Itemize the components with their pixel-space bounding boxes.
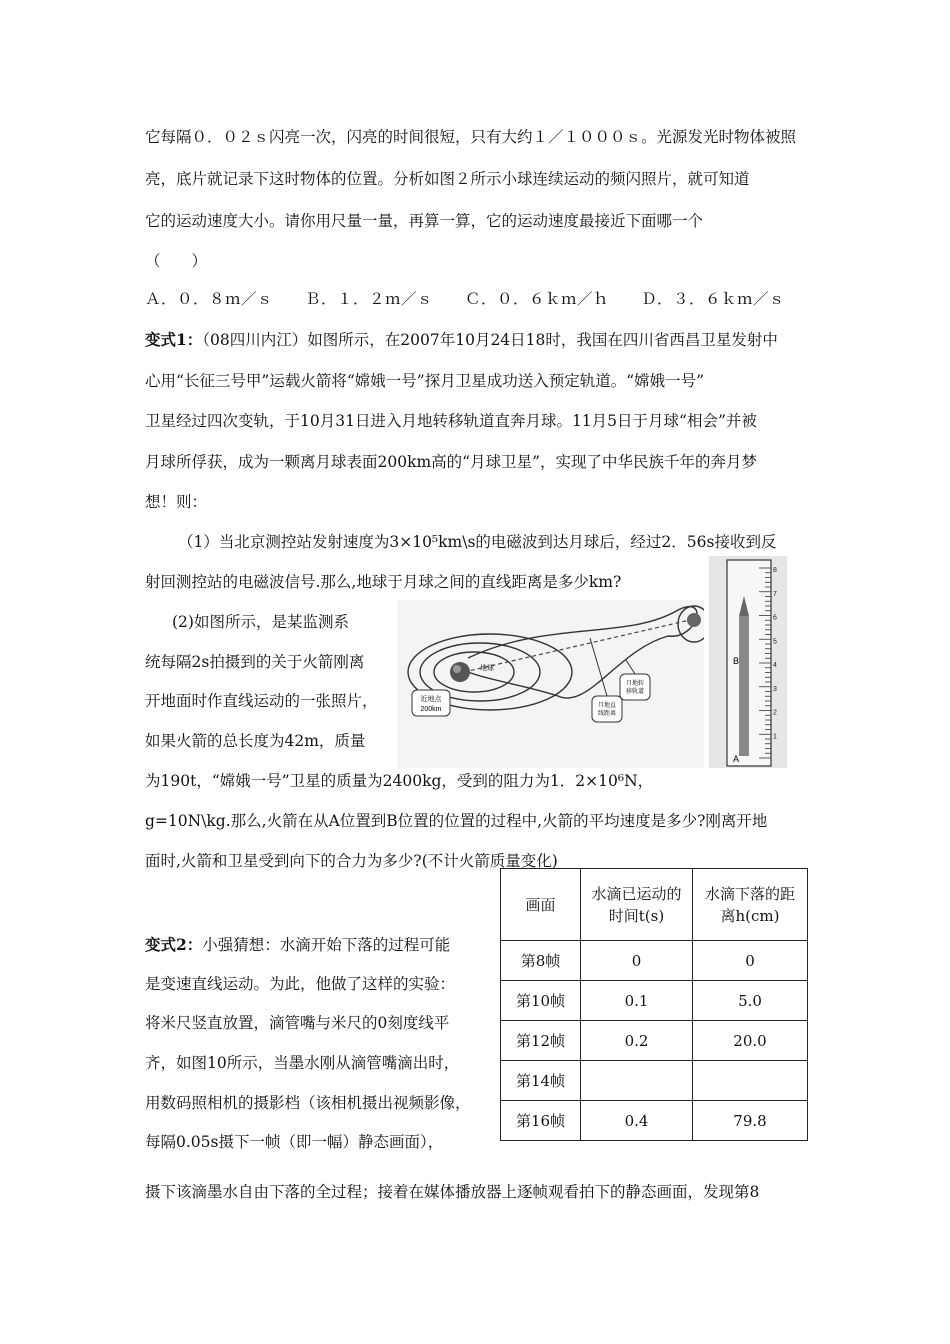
variant2-line-2: 是变速直线运动。为此，他做了这样的实验： bbox=[145, 975, 456, 993]
cell-frame: 第14帧 bbox=[501, 1061, 581, 1101]
label-transfer-orbit: 月地转移轨道 bbox=[625, 681, 645, 695]
question2-line-7: 面时,火箭和卫星受到向下的合力为多少?(不计火箭质量变化) bbox=[145, 852, 558, 870]
earth-icon bbox=[450, 662, 470, 682]
variant2-line-5: 用数码照相机的摄影档（该相机摄出视频影像， bbox=[145, 1094, 471, 1112]
ruler-mark-label: 2 bbox=[773, 709, 777, 717]
cell-time: 0.2 bbox=[581, 1021, 693, 1061]
table-header-row bbox=[501, 869, 808, 941]
variant1-line-2: 心用“长征三号甲”运载火箭将“嫦娥一号”探月卫星成功送入预定轨道。“嫦娥一号” bbox=[145, 372, 705, 390]
ruler-mark-label: 1 bbox=[773, 733, 777, 741]
moon-icon bbox=[687, 613, 701, 627]
table-row bbox=[501, 941, 808, 981]
rocket-silhouette bbox=[739, 616, 749, 756]
variant1-line-5: 想！则： bbox=[145, 493, 208, 511]
label-200km: 200km bbox=[420, 706, 442, 713]
label-position-B: B bbox=[733, 656, 740, 666]
ruler-mark-label: 7 bbox=[773, 590, 777, 598]
ruler-mark-label: 6 bbox=[773, 614, 777, 622]
table-header-time: 水滴已运动的 时间t(s) bbox=[581, 869, 693, 941]
question1-line-1: （1）当北京测控站发射速度为3×10⁵km\s的电磁波到达月球后，经过2．56s接收到反 bbox=[178, 533, 777, 551]
variant2-line-3: 将米尺竖直放置，滴管嘴与米尺的0刻度线平 bbox=[145, 1014, 450, 1032]
ruler-mark-label: 4 bbox=[773, 662, 777, 669]
variant2-line-7: 摄下该滴墨水自由下落的全过程；接着在媒体播放器上逐帧观看拍下的静态画面，发现第8 bbox=[145, 1183, 760, 1201]
variant2-line-6: 每隔0.05s摄下一帧（即一幅）静态画面）， bbox=[145, 1133, 444, 1151]
table-row bbox=[501, 1061, 808, 1101]
question2-line-1: (2)如图所示，是某监测系 bbox=[172, 613, 349, 631]
cell-time bbox=[581, 1061, 693, 1101]
variant2-line-1 bbox=[145, 934, 450, 956]
table-row bbox=[501, 1021, 808, 1061]
ruler-rocket-photo bbox=[709, 556, 787, 768]
ruler-mark-label: 5 bbox=[773, 638, 777, 646]
label-perigee: 近地点 bbox=[420, 696, 442, 703]
cell-time: 0.1 bbox=[581, 981, 693, 1021]
label-earth-moon-distance: 月地直线距离 bbox=[597, 703, 617, 717]
table-row bbox=[501, 1101, 808, 1141]
question2-line-2: 统每隔2s拍摄到的关于火箭刚离 bbox=[145, 653, 365, 671]
variant1-line-1 bbox=[145, 329, 778, 351]
variant2-label: 变式2： bbox=[145, 935, 203, 954]
question1-line-2: 射回测控站的电磁波信号.那么,地球于月球之间的直线距离是多少km? bbox=[145, 573, 622, 591]
cell-time: 0 bbox=[581, 941, 693, 981]
paragraph-line-1: 它每隔０．０２ｓ闪亮一次，闪亮的时间很短，只有大约１／１０００ｓ。光源发光时物体被照 bbox=[145, 128, 797, 146]
cell-frame: 第16帧 bbox=[501, 1101, 581, 1141]
paragraph-line-3: 它的运动速度大小。请你用尺量一量，再算一算，它的运动速度最接近下面哪一个 bbox=[145, 212, 704, 230]
cell-frame: 第12帧 bbox=[501, 1021, 581, 1061]
cell-distance: 0 bbox=[693, 941, 808, 981]
question2-line-5: 为190t，“嫦娥一号”卫星的质量为2400kg，受到的阻力为1．2×10⁶N， bbox=[145, 772, 654, 790]
cell-distance bbox=[693, 1061, 808, 1101]
paragraph-line-4: （ ） bbox=[145, 252, 208, 270]
label-position-A: A bbox=[733, 754, 740, 764]
answer-options: Ａ．０．８ｍ／ｓ Ｂ．１．２ｍ／ｓ Ｃ．０．６ｋｍ／ｈ Ｄ．３．６ｋｍ／ｓ bbox=[145, 290, 786, 308]
cell-time: 0.4 bbox=[581, 1101, 693, 1141]
variant1-line-3: 卫星经过四次变轨，于10月31日进入月地转移轨道直奔月球。11月5日于月球“相会”并被 bbox=[145, 412, 757, 430]
cell-distance: 5.0 bbox=[693, 981, 808, 1021]
table-row bbox=[501, 981, 808, 1021]
variant1-text-1: （08四川内江）如图所示，在2007年10月24日18时，我国在四川省西昌卫星发射中 bbox=[202, 331, 778, 349]
label-earth: 地球 bbox=[480, 665, 494, 672]
cell-frame: 第8帧 bbox=[501, 941, 581, 981]
question2-line-3: 开地面时作直线运动的一张照片， bbox=[145, 692, 378, 710]
ruler-mark-label: 8 bbox=[773, 567, 777, 574]
variant1-line-4: 月球所俘获，成为一颗离月球表面200km高的“月球卫星”，实现了中华民族千年的奔月梦 bbox=[145, 453, 758, 471]
variant2-line-4: 齐，如图10所示，当墨水刚从滴管嘴滴出时， bbox=[145, 1054, 460, 1072]
table-header-distance: 水滴下落的距 离h(cm) bbox=[693, 869, 808, 941]
water-drop-table bbox=[500, 868, 808, 1141]
cell-distance: 79.8 bbox=[693, 1101, 808, 1141]
variant2-text-1: 小强猜想：水滴开始下落的过程可能 bbox=[202, 936, 451, 954]
ruler-mark-label: 3 bbox=[773, 685, 777, 693]
cell-frame: 第10帧 bbox=[501, 981, 581, 1021]
paragraph-line-2: 亮，底片就记录下这时物体的位置。分析如图２所示小球连续运动的频闪照片，就可知道 bbox=[145, 170, 750, 188]
cell-distance: 20.0 bbox=[693, 1021, 808, 1061]
question2-line-4: 如果火箭的总长度为42m，质量 bbox=[145, 732, 366, 750]
variant1-label: 变式1： bbox=[145, 330, 203, 349]
orbit-diagram bbox=[398, 600, 704, 768]
table-header-frame: 画面 bbox=[501, 869, 581, 941]
question2-line-6: g=10N\kg.那么,火箭在从A位置到B位置的位置的过程中,火箭的平均速度是多少?刚离开地 bbox=[145, 812, 768, 830]
